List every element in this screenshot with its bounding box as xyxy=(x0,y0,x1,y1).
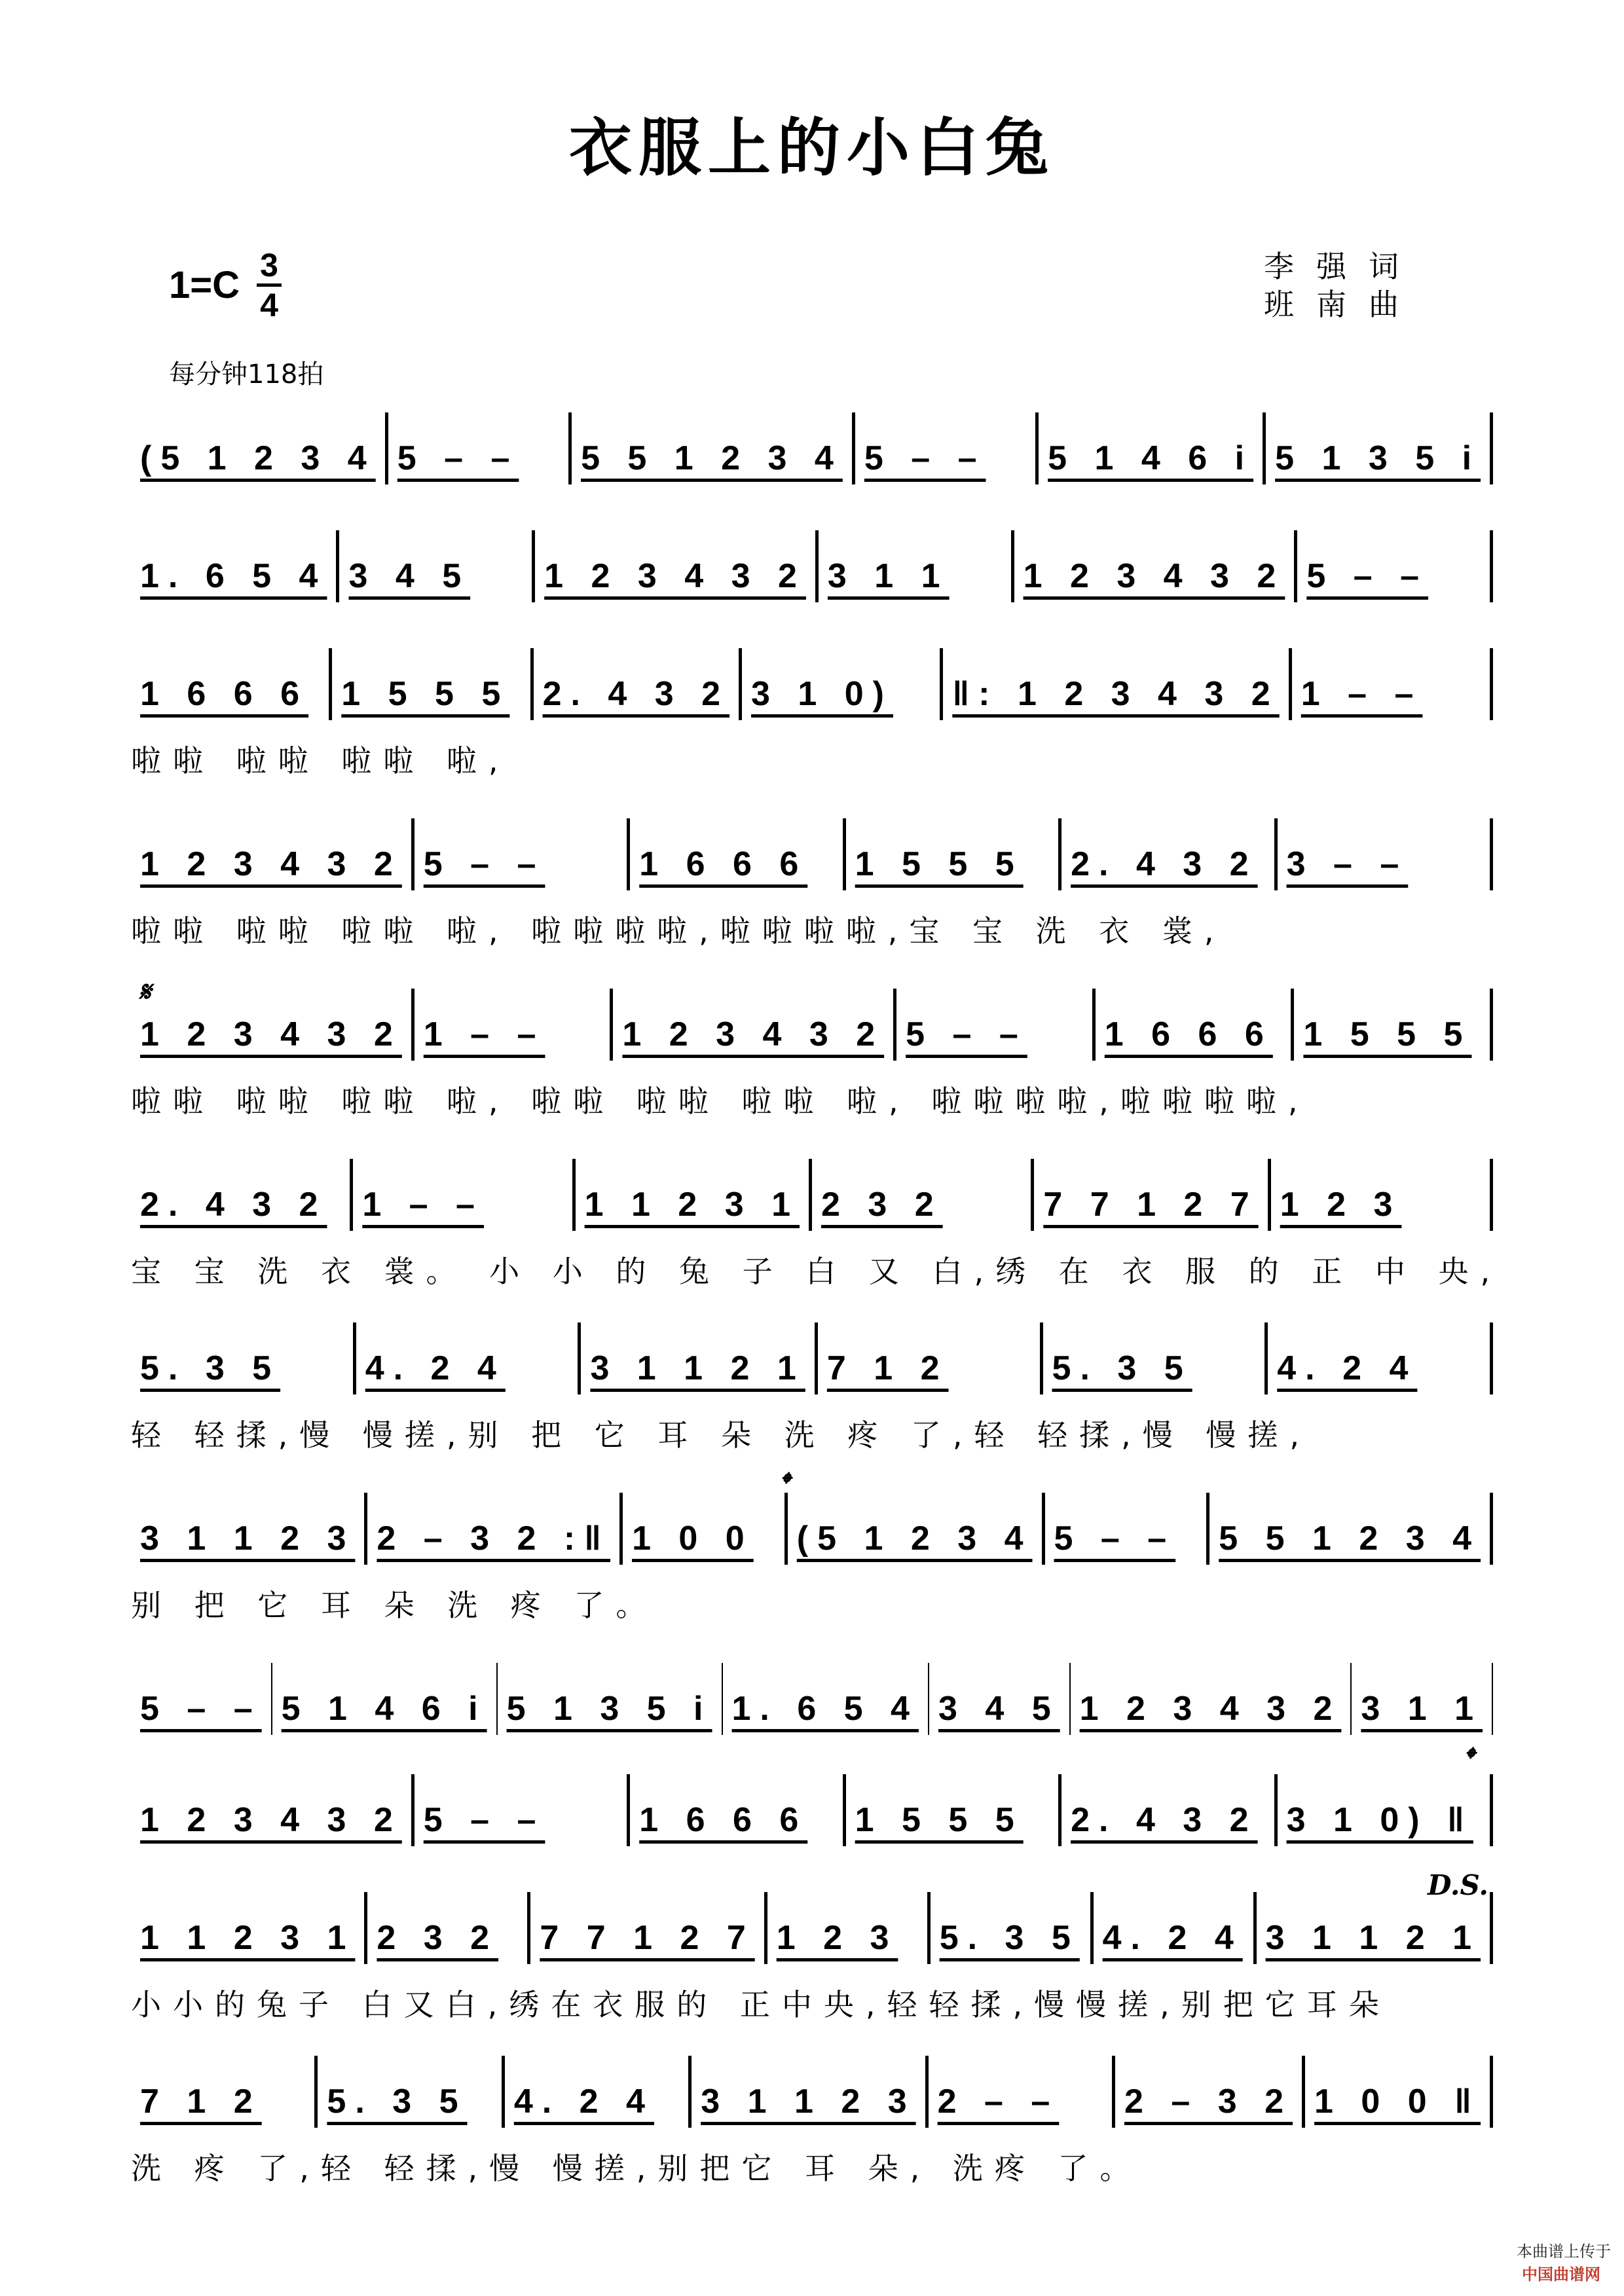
measure: 2 3 2 xyxy=(377,1919,499,1957)
time-signature xyxy=(257,249,282,321)
score-system xyxy=(131,825,1493,953)
measure: 1 2 3 4 3 2 xyxy=(622,1015,885,1053)
measure: 1 2 3 4 3 2 xyxy=(140,845,402,883)
segno-mark: 𝄋 xyxy=(139,975,151,1008)
measure: 1 2 3 xyxy=(1280,1186,1402,1224)
score-system xyxy=(131,1781,1493,1909)
measure: 2. 4 3 2 xyxy=(1071,845,1258,883)
measure: 1 2 3 4 3 2 xyxy=(1023,557,1285,595)
measure: 4. 2 4 xyxy=(1102,1919,1243,1957)
score-system xyxy=(131,1499,1493,1628)
bar-line xyxy=(1490,412,1493,484)
lyrics-line: 啦啦 啦啦 啦啦 啦, xyxy=(131,743,510,778)
measure: 5 5 1 2 3 4 xyxy=(581,439,843,477)
measure: 5. 3 5 xyxy=(939,1919,1080,1957)
score-system xyxy=(131,1165,1502,1294)
measure: 7 7 1 2 7 xyxy=(540,1919,755,1957)
measure: 3 1 1 xyxy=(1361,1690,1483,1728)
measure: 5 – – xyxy=(1306,557,1428,595)
measure: 2 – 3 2 xyxy=(1124,2083,1293,2121)
measure: 5 1 3 5 i xyxy=(1275,439,1481,477)
measure: 5 5 1 2 3 4 xyxy=(1219,1520,1481,1558)
score-system xyxy=(131,1899,1493,2027)
measure: 3 1 0) ‖ xyxy=(1286,1801,1473,1839)
coda-mark-end: 𝄌 xyxy=(1464,1741,1473,1774)
lyrics-line: 轻 轻揉,慢 慢搓,别 把 它 耳 朵 洗 疼 了,轻 轻揉,慢 慢搓, xyxy=(131,1417,1311,1453)
measure: 1 2 3 4 3 2 xyxy=(544,557,806,595)
key-signature xyxy=(169,249,282,321)
measure: 1 0 0 xyxy=(632,1520,754,1558)
measure: 3 4 5 xyxy=(938,1690,1060,1728)
measure: 2. 4 3 2 xyxy=(542,675,730,713)
measure: 5. 3 5 xyxy=(140,1349,281,1387)
bar-line xyxy=(1490,1493,1493,1565)
score-system xyxy=(131,419,1493,547)
measure: 2 3 2 xyxy=(821,1186,943,1224)
notes-row xyxy=(131,419,1493,478)
bar-line xyxy=(1490,818,1493,890)
measure: 2 – – xyxy=(937,2083,1060,2121)
notes-row xyxy=(131,1329,1493,1388)
notes-row xyxy=(131,1499,1493,1558)
measure: 5 1 4 6 i xyxy=(281,1690,487,1728)
measure: 5 – – xyxy=(423,845,545,883)
measure: 1 5 5 5 xyxy=(855,1801,1024,1839)
key-label: 1=C xyxy=(169,264,240,306)
measure: 4. 2 4 xyxy=(513,2083,654,2121)
notes-row xyxy=(131,825,1493,884)
lyrics-line: 啦啦 啦啦 啦啦 啦, 啦啦啦啦,啦啦啦啦,宝 宝 洗 衣 裳, xyxy=(131,913,1226,949)
lyrics-line: 别 把 它 耳 朵 洗 疼 了。 xyxy=(131,1588,658,1623)
measure: 5 – – xyxy=(906,1015,1027,1053)
score-system xyxy=(131,2062,1493,2191)
measure: 2. 4 3 2 xyxy=(140,1186,327,1224)
bar-line xyxy=(1490,1774,1493,1846)
measure: (5 1 2 3 4 xyxy=(140,439,376,477)
measure: 1. 6 5 4 xyxy=(140,557,327,595)
measure: 1 – – xyxy=(423,1015,545,1053)
measure: 1 – – xyxy=(1301,675,1423,713)
measure: 5 – – xyxy=(1054,1520,1176,1558)
score-system xyxy=(131,655,1493,783)
measure: 7 1 2 xyxy=(140,2083,262,2121)
measure: 5 – – xyxy=(140,1690,262,1728)
measure: 7 1 2 xyxy=(826,1349,949,1387)
bar-line xyxy=(1490,1892,1493,1964)
notes-row xyxy=(131,995,1493,1054)
measure: 2 – 3 2 :‖ xyxy=(377,1520,611,1558)
footer-text: 本曲谱上传于 xyxy=(1517,2242,1611,2261)
score-system xyxy=(131,1329,1493,1457)
measure: 1 2 3 xyxy=(776,1919,898,1957)
measure: 1. 6 5 4 xyxy=(731,1690,919,1728)
measure: 3 1 1 2 3 xyxy=(701,2083,916,2121)
notes-row xyxy=(131,2062,1493,2121)
notes-row xyxy=(131,655,1493,714)
measure: 5 – – xyxy=(864,439,986,477)
measure: 1 6 6 6 xyxy=(1104,1015,1273,1053)
measure: 1 2 3 4 3 2 xyxy=(140,1015,402,1053)
measure: 1 6 6 6 xyxy=(639,1801,808,1839)
lyricist-credit: 李强词 xyxy=(1264,249,1421,284)
footer-brand: 中国曲谱网 xyxy=(1522,2265,1600,2284)
measure: 3 1 1 2 1 xyxy=(1265,1919,1481,1957)
bar-line xyxy=(1490,2056,1493,2128)
measure: 3 – – xyxy=(1286,845,1409,883)
measure: 3 4 5 xyxy=(348,557,471,595)
notes-row xyxy=(131,537,1493,596)
lyrics-line: 洗 疼 了,轻 轻揉,慢 慢搓,别把它 耳 朵, 洗疼 了。 xyxy=(131,2151,1142,2186)
time-numerator: 3 xyxy=(260,247,278,283)
notes-row xyxy=(131,1781,1493,1840)
measure: 1 1 2 3 1 xyxy=(140,1919,356,1957)
bar-line xyxy=(1490,1322,1493,1394)
measure: 1 6 6 6 xyxy=(639,845,808,883)
measure: 1 6 6 6 xyxy=(140,675,309,713)
measure: 1 5 5 5 xyxy=(341,675,510,713)
measure: (5 1 2 3 4 xyxy=(796,1520,1033,1558)
ds-mark: D.S. xyxy=(1428,1869,1489,1901)
measure: 5. 3 5 xyxy=(327,2083,468,2121)
lyrics-line: 啦啦 啦啦 啦啦 啦, 啦啦 啦啦 啦啦 啦, 啦啦啦啦,啦啦啦啦, xyxy=(131,1084,1310,1119)
measure: 4. 2 4 xyxy=(1277,1349,1418,1387)
notes-row xyxy=(131,1165,1493,1224)
measure: 3 1 1 2 1 xyxy=(590,1349,805,1387)
measure: 5. 3 5 xyxy=(1052,1349,1192,1387)
measure: 7 7 1 2 7 xyxy=(1043,1186,1259,1224)
measure: 5 – – xyxy=(397,439,519,477)
bar-line xyxy=(1490,1159,1493,1231)
composer-credit: 班南曲 xyxy=(1264,287,1421,322)
measure: 1 2 3 4 3 2 xyxy=(140,1801,402,1839)
measure: 4. 2 4 xyxy=(365,1349,506,1387)
notes-row xyxy=(131,1899,1493,1958)
score-title: 衣服上的小白兔 xyxy=(569,111,1055,185)
measure: 1 5 5 5 xyxy=(855,845,1024,883)
bar-line xyxy=(1490,989,1493,1061)
bar-line xyxy=(1490,530,1493,602)
measure: 3 1 0) xyxy=(751,675,894,713)
tempo-marking: 每分钟118拍 xyxy=(169,359,324,390)
measure: ‖: 1 2 3 4 3 2 xyxy=(952,675,1280,713)
score-system xyxy=(131,1669,1493,1798)
coda-mark: 𝄌 xyxy=(779,1467,789,1499)
measure: 1 0 0 ‖ xyxy=(1314,2083,1481,2121)
measure: 3 1 1 2 3 xyxy=(140,1520,356,1558)
measure: 1 – – xyxy=(362,1186,484,1224)
measure: 5 1 3 5 i xyxy=(506,1690,712,1728)
measure: 1 5 5 5 xyxy=(1303,1015,1472,1053)
score-system xyxy=(131,537,1493,665)
score-system xyxy=(131,995,1493,1123)
lyrics-line: 小小的兔子 白又白,绣在衣服的 正中央,轻轻揉,慢慢搓,别把它耳朵 xyxy=(131,1987,1391,2022)
measure: 2. 4 3 2 xyxy=(1071,1801,1258,1839)
measure: 1 2 3 4 3 2 xyxy=(1079,1690,1342,1728)
footer-watermark xyxy=(1517,2238,1611,2284)
credits xyxy=(1264,247,1421,323)
measure: 1 1 2 3 1 xyxy=(584,1186,800,1224)
time-denominator: 4 xyxy=(260,287,278,323)
notes-row xyxy=(131,1669,1493,1728)
measure: 5 1 4 6 i xyxy=(1048,439,1254,477)
bar-line xyxy=(1492,1663,1493,1735)
bar-line xyxy=(1490,648,1493,720)
lyrics-line: 宝 宝 洗 衣 裳。 小 小 的 兔 子 白 又 白,绣 在 衣 服 的 正 中 央, xyxy=(131,1254,1502,1289)
measure: 5 – – xyxy=(423,1801,545,1839)
measure: 3 1 1 xyxy=(827,557,950,595)
